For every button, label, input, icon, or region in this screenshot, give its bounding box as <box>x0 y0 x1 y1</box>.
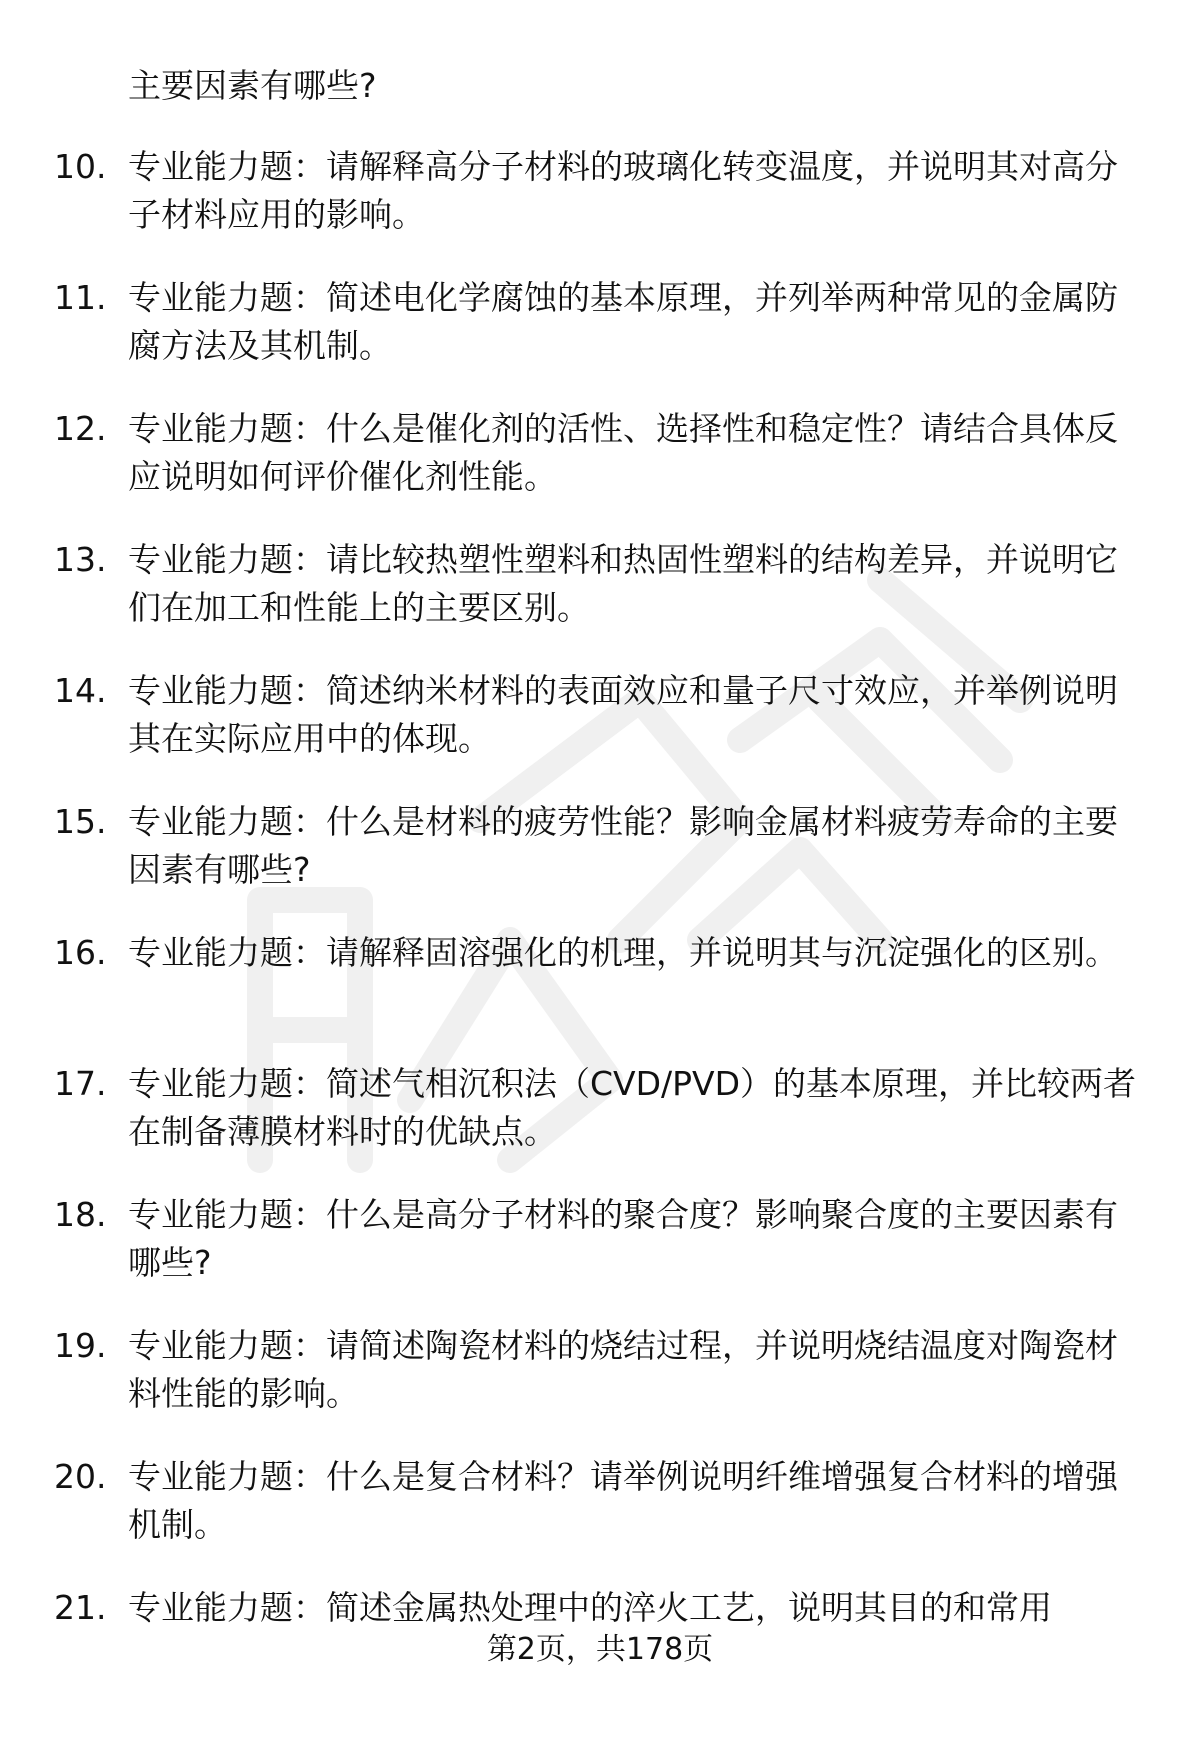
question-item <box>0 667 1200 798</box>
question-text: 专业能力题：请解释高分子材料的玻璃化转变温度，并说明其对高分子材料应用的影响。 <box>128 147 1118 234</box>
question-number: 12. <box>54 409 107 448</box>
question-number: 19. <box>54 1326 107 1365</box>
question-text: 专业能力题：什么是高分子材料的聚合度？影响聚合度的主要因素有哪些? <box>128 1195 1118 1282</box>
question-text: 专业能力题：简述纳米材料的表面效应和量子尺寸效应，并举例说明其在实际应用中的体现。 <box>128 671 1118 758</box>
question-item <box>0 1453 1200 1584</box>
question-number: 16. <box>54 933 107 972</box>
question-text: 专业能力题：什么是材料的疲劳性能？影响金属材料疲劳寿命的主要因素有哪些? <box>128 802 1118 889</box>
question-text: 专业能力题：什么是催化剂的活性、选择性和稳定性？请结合具体反应说明如何评价催化剂性能。 <box>128 409 1118 496</box>
question-text: 专业能力题：请解释固溶强化的机理，并说明其与沉淀强化的区别。 <box>128 933 1118 972</box>
question-number: 21. <box>54 1588 107 1627</box>
question-number: 10. <box>54 147 107 186</box>
question-number: 18. <box>54 1195 107 1234</box>
question-item <box>0 798 1200 929</box>
question-text: 专业能力题：简述电化学腐蚀的基本原理，并列举两种常见的金属防腐方法及其机制。 <box>128 278 1118 365</box>
question-text: 专业能力题：请简述陶瓷材料的烧结过程，并说明烧结温度对陶瓷材料性能的影响。 <box>128 1326 1118 1413</box>
question-text: 专业能力题：什么是复合材料？请举例说明纤维增强复合材料的增强机制。 <box>128 1457 1118 1544</box>
question-item <box>0 1322 1200 1453</box>
question-number: 14. <box>54 671 107 710</box>
question-item <box>0 1060 1200 1191</box>
question-number: 15. <box>54 802 107 841</box>
question-text: 专业能力题：简述金属热处理中的淬火工艺，说明其目的和常用 <box>128 1588 1052 1627</box>
question-list <box>0 143 1200 1715</box>
question-item <box>0 405 1200 536</box>
question-number: 20. <box>54 1457 107 1496</box>
question-item <box>0 1191 1200 1322</box>
previous-question-continuation: 主要因素有哪些? <box>128 66 377 105</box>
question-item <box>0 929 1200 1060</box>
page-indicator: 第2页，共178页 <box>486 1632 714 1667</box>
question-number: 11. <box>54 278 107 317</box>
question-item <box>0 536 1200 667</box>
question-number: 17. <box>54 1064 107 1103</box>
question-number: 13. <box>54 540 107 579</box>
question-item <box>0 274 1200 405</box>
question-text: 专业能力题：简述气相沉积法（CVD/PVD）的基本原理，并比较两者在制备薄膜材料时的优缺点。 <box>128 1064 1137 1151</box>
question-item <box>0 143 1200 274</box>
question-text: 专业能力题：请比较热塑性塑料和热固性塑料的结构差异，并说明它们在加工和性能上的主要区别。 <box>128 540 1118 627</box>
